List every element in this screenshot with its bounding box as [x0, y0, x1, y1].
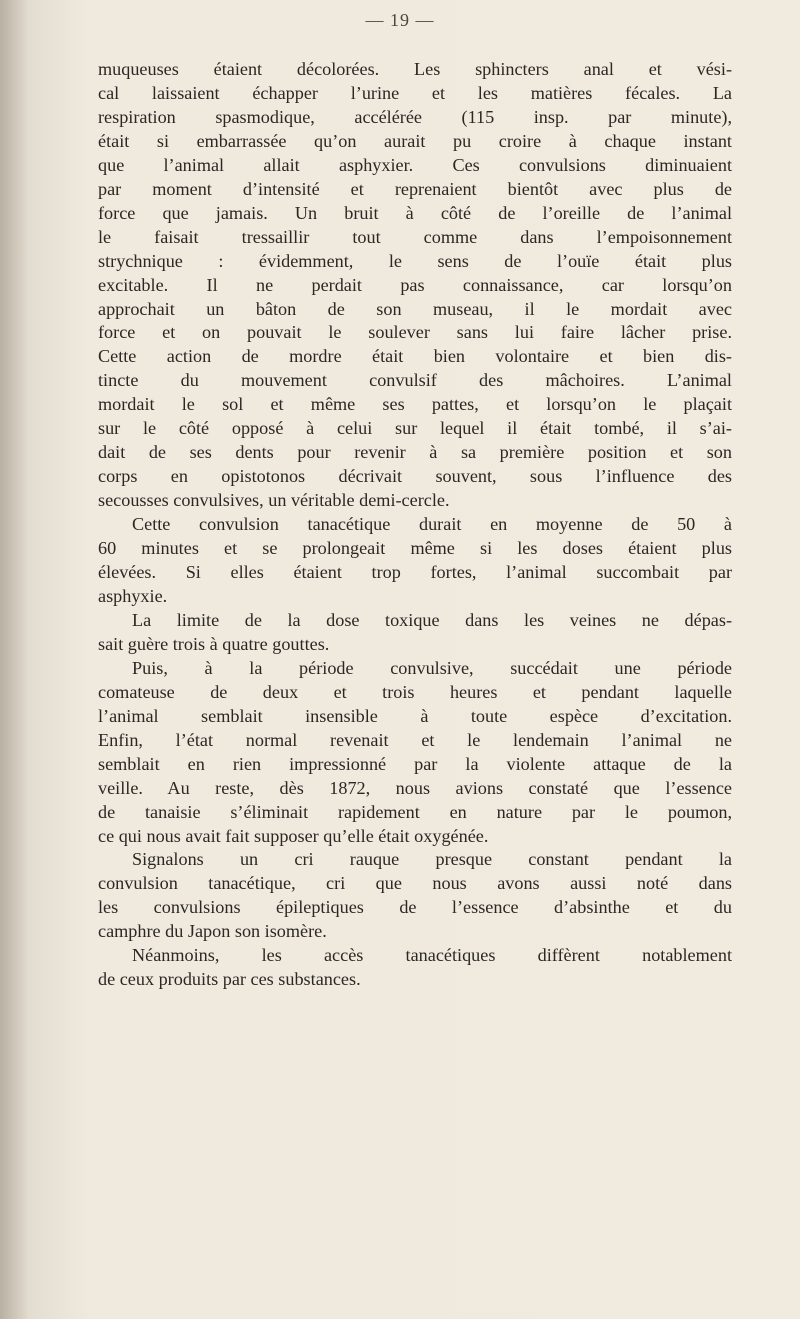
- paragraph-1: [98, 58, 732, 513]
- text-line: asphyxie.: [98, 585, 168, 606]
- text-line: était si embarrassée qu’on aurait pu croire à chaque instant: [98, 130, 732, 151]
- text-line: Néanmoins, les accès tanacétiques diffèrent notablement: [132, 945, 732, 966]
- paragraph-2: [98, 513, 732, 609]
- text-line: mordait le sol et même ses pattes, et lorsqu’on le plaçait: [98, 394, 732, 415]
- text-line: Signalons un cri rauque presque constant pendant la: [132, 849, 732, 870]
- text-line: tincte du mouvement convulsif des mâchoires. L’animal: [98, 370, 732, 391]
- text-line: Cette convulsion tanacétique durait en moyenne de 50 à: [132, 514, 732, 535]
- text-line: force et on pouvait le soulever sans lui faire lâcher prise.: [98, 322, 732, 343]
- paragraph-3: [98, 609, 732, 657]
- text-line: approchait un bâton de son museau, il le mordait avec: [98, 298, 732, 319]
- text-line: strychnique : évidemment, le sens de l’ouïe était plus: [98, 250, 732, 271]
- text-line: sait guère trois à quatre gouttes.: [98, 633, 330, 654]
- text-line: force que jamais. Un bruit à côté de l’oreille de l’animal: [98, 202, 732, 223]
- text-line: sur le côté opposé à celui sur lequel il était tombé, il s’ai-: [98, 418, 732, 439]
- paragraph-6: [98, 944, 732, 992]
- text-line: corps en opistotonos décrivait souvent, sous l’influence des: [98, 466, 732, 487]
- text-line: secousses convulsives, un véritable demi-cercle.: [98, 490, 450, 511]
- text-line: dait de ses dents pour revenir à sa première position et son: [98, 442, 732, 463]
- text-line: Puis, à la période convulsive, succédait une période: [132, 657, 732, 678]
- body-text: [98, 58, 732, 992]
- text-line: par moment d’intensité et reprenaient bientôt avec plus de: [98, 178, 732, 199]
- text-line: élevées. Si elles étaient trop fortes, l’animal succombait par: [98, 562, 732, 583]
- text-line: La limite de la dose toxique dans les veines ne dépas-: [132, 609, 732, 630]
- text-line: Cette action de mordre était bien volontaire et bien dis-: [98, 346, 732, 367]
- text-line: l’animal semblait insensible à toute espèce d’excitation.: [98, 705, 732, 726]
- text-line: comateuse de deux et trois heures et pendant laquelle: [98, 681, 732, 702]
- text-line: Enfin, l’état normal revenait et le lendemain l’animal ne: [98, 729, 732, 750]
- text-line: de tanaisie s’éliminait rapidement en nature par le poumon,: [98, 801, 732, 822]
- page-number: — 19 —: [365, 10, 435, 30]
- paragraph-5: [98, 848, 732, 944]
- text-line: ce qui nous avait fait supposer qu’elle était oxygénée.: [98, 825, 489, 846]
- text-line: les convulsions épileptiques de l’essence d’absinthe et du: [98, 897, 732, 918]
- text-line: veille. Au reste, dès 1872, nous avions constaté que l’essence: [98, 777, 732, 798]
- text-line: le faisait tressaillir tout comme dans l’empoisonnement: [98, 226, 732, 247]
- text-line: semblait en rien impressionné par la violente attaque de la: [98, 753, 732, 774]
- text-line: de ceux produits par ces substances.: [98, 969, 361, 990]
- text-line: convulsion tanacétique, cri que nous avons aussi noté dans: [98, 873, 732, 894]
- paragraph-4: [98, 657, 732, 849]
- text-line: cal laissaient échapper l’urine et les matières fécales. La: [98, 82, 732, 103]
- text-line: excitable. Il ne perdait pas connaissance, car lorsqu’on: [98, 274, 732, 295]
- binding-shadow: [0, 0, 28, 1319]
- text-line: respiration spasmodique, accélérée (115 insp. par minute),: [98, 106, 732, 127]
- text-line: que l’animal allait asphyxier. Ces convulsions diminuaient: [98, 154, 732, 175]
- text-line: muqueuses étaient décolorées. Les sphincters anal et vési-: [98, 59, 732, 79]
- text-line: 60 minutes et se prolongeait même si les doses étaient plus: [98, 538, 732, 559]
- text-line: camphre du Japon son isomère.: [98, 921, 327, 942]
